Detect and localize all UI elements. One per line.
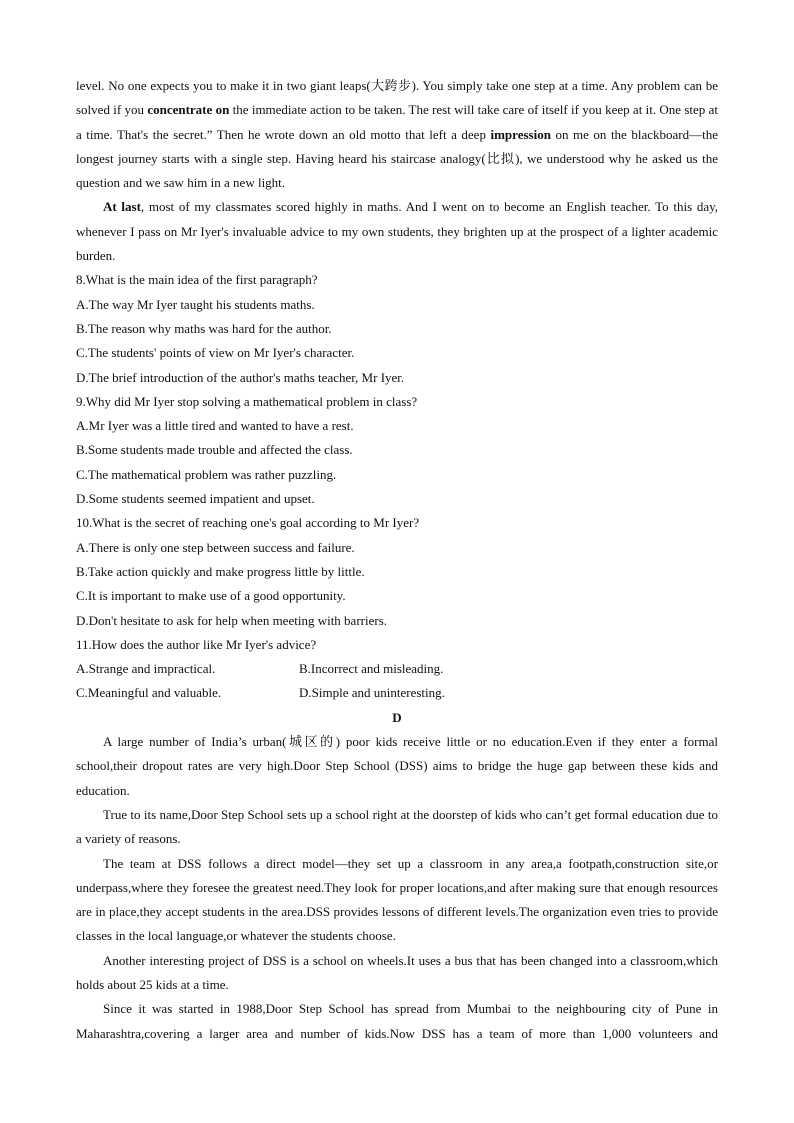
option-b: B.Take action quickly and make progress little by little. <box>76 563 365 579</box>
options-row <box>76 681 718 705</box>
option-a: A.There is only one step between success and failure. <box>76 539 355 555</box>
question-11 <box>76 633 718 706</box>
text-run: level. No one expects you to make it in two giant leaps(大跨步). You simply take one step at a time. Any problem can be solved if you <box>76 78 718 118</box>
option-c: C.The mathematical problem was rather puzzling. <box>76 466 337 482</box>
option-d: D.Simple and uninteresting. <box>299 685 445 701</box>
option-c: C.The students' points of view on Mr Iyer's character. <box>76 345 355 361</box>
question-stem: 11.How does the author like Mr Iyer's advice? <box>76 636 317 652</box>
section-heading: D <box>392 709 402 725</box>
option-d: D.Some students seemed impatient and upset. <box>76 491 315 507</box>
page-content <box>76 74 718 1046</box>
option-b: B.The reason why maths was hard for the author. <box>76 320 332 336</box>
options-row <box>76 657 718 681</box>
key-phrase: impression <box>490 126 551 142</box>
passage-d-paragraph: True to its name,Door Step School sets up a school right at the doorstep of kids who can’t get formal education due to a variety of reasons. <box>76 806 718 847</box>
text-run: , most of my classmates scored highly in maths. And I went on to become an English teacher. To this day, whenever I pass on Mr Iyer's invaluable advice to my own students, they brighten up at the prospect of a lighter academic burden. <box>76 199 719 264</box>
passage-d-paragraph: The team at DSS follows a direct model—they set up a classroom in any area,a footpath,construction site,or underpass,where they foresee the greatest need.They look for proper locations,and after making sure that enough resources are in place,they accept students in the area.DSS provides lessons of different levels.The organization even tries to provide classes in the local language,or whatever the students choose. <box>76 855 718 944</box>
text-run: the immediate action to be taken. The rest will take care of itself if you keep at it. One step at a time. That's the secret.” Then he wrote down an old motto that left a deep <box>76 102 718 142</box>
option-b: B.Some students made trouble and affected the class. <box>76 442 353 458</box>
passage-c-last-paragraph <box>76 195 718 268</box>
text-run: on me on the blackboard—the longest journey starts with a single step. Having heard his staircase analogy(比拟), we understood why he asked us the question and we saw him in a new light. <box>76 126 718 191</box>
option-d: D.Don't hesitate to ask for help when meeting with barriers. <box>76 612 388 628</box>
option-d: D.The brief introduction of the author's maths teacher, Mr Iyer. <box>76 369 405 385</box>
option-a: A.Mr Iyer was a little tired and wanted to have a rest. <box>76 418 354 434</box>
passage-d-paragraph: A large number of India’s urban(城区的) poor kids receive little or no education.Even if they enter a formal school,their dropout rates are very high.Door Step School (DSS) aims to bridge the huge gap between these kids and education. <box>76 734 718 798</box>
option-b: B.Incorrect and misleading. <box>299 661 444 677</box>
passage-c-paragraph-end <box>76 74 718 195</box>
question-stem: 10.What is the secret of reaching one's goal according to Mr Iyer? <box>76 515 420 531</box>
question-stem: 8.What is the main idea of the first paragraph? <box>76 272 318 288</box>
key-phrase: At last <box>103 199 141 215</box>
question-10 <box>76 511 718 632</box>
option-a: A.The way Mr Iyer taught his students maths. <box>76 296 315 312</box>
option-c: C.It is important to make use of a good opportunity. <box>76 588 346 604</box>
key-phrase: concentrate on <box>147 102 230 118</box>
question-8 <box>76 268 718 389</box>
option-a: A.Strange and impractical. <box>76 661 216 677</box>
passage-d-paragraph: Another interesting project of DSS is a school on wheels.It uses a bus that has been changed into a classroom,which holds about 25 kids at a time. <box>76 952 718 992</box>
passage-d-paragraph: Since it was started in 1988,Door Step School has spread from Mumbai to the neighbouring city of Pune in Maharashtra,covering a larger area and number of kids.Now DSS has a team of more than 1,000 volunteers and <box>76 1001 718 1041</box>
option-c: C.Meaningful and valuable. <box>76 685 222 701</box>
question-9 <box>76 390 718 511</box>
question-stem: 9.Why did Mr Iyer stop solving a mathematical problem in class? <box>76 393 418 409</box>
